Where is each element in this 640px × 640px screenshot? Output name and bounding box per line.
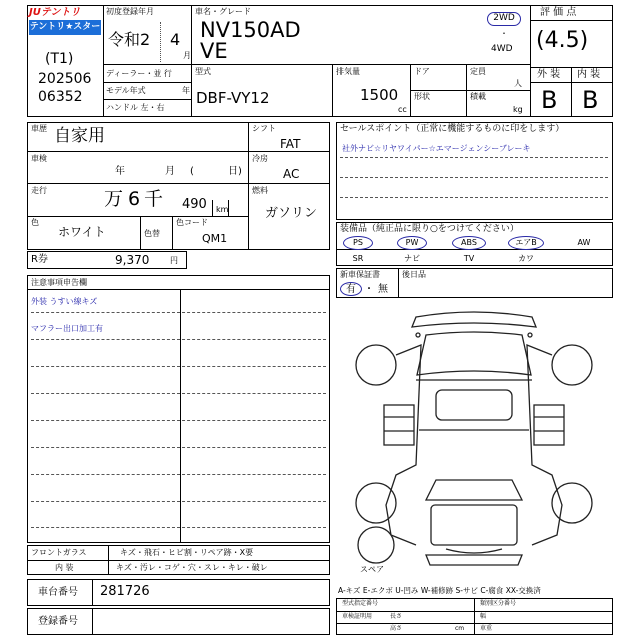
first-reg-era: 令和2 [108, 30, 151, 49]
inspection-open: ( [190, 166, 194, 177]
first-reg-month: 4 [170, 30, 181, 49]
color-label: 色 [31, 218, 39, 227]
mileage-man: 万 [104, 188, 124, 210]
equip-ps: PS [353, 238, 363, 247]
drive-2wd: 2WD [487, 12, 521, 26]
mileage-sen: 千 [144, 188, 164, 210]
aircon-label: 冷房 [252, 154, 268, 163]
mileage-unit: km [216, 205, 229, 214]
spec-form-unit: cm [455, 625, 465, 632]
load-unit: kg [513, 105, 523, 114]
lot-code-line2: 06352 [38, 89, 83, 105]
interior-grade: B [582, 86, 599, 114]
model-code: DBF-VY12 [196, 89, 270, 107]
lot-code-line1: 202506 [38, 71, 92, 87]
inspection-month: 月 [165, 166, 175, 177]
damage-legend: A-キズ E-エクボ U-凹み W-補修跡 S-サビ C-腐食 XX-交換済 [338, 586, 541, 595]
dealer-label: ディーラー・並 行 [106, 69, 172, 78]
load-label: 積載 [470, 92, 486, 101]
windshield-text: キズ・飛石・ヒビ割・リペア跡・X要 [120, 548, 254, 557]
inspection-day: 日) [228, 166, 242, 177]
rating-label: 評 価 点 [540, 7, 577, 18]
warranty-none: 無 [378, 284, 388, 295]
chassis-label: 車台番号 [38, 587, 78, 598]
sales-points-box [336, 122, 613, 220]
logo-line1: JUテントリ [29, 6, 101, 19]
displacement-unit: cc [398, 105, 407, 114]
warranty-has: 有 [346, 284, 356, 295]
equip-tv: TV [463, 254, 475, 263]
warranty-label: 新車保証書 [340, 270, 380, 279]
car-name-label: 車名・グレード [195, 7, 251, 16]
lot-bracket: (T1) [45, 51, 74, 67]
equip-airbag: エアB [515, 238, 537, 247]
aircon-value: AC [283, 167, 300, 181]
sales-points-text: 社外ナビ☆リヤワイパー☆エマージェンシーブレーキ [342, 144, 531, 153]
spec-form-b: 類別区分番号 [480, 600, 517, 607]
recycle-label: R券 [31, 254, 48, 265]
usage-label: 車歴 [31, 124, 47, 133]
warranty-sep: ・ [364, 284, 374, 295]
capacity-label: 定員 [470, 67, 486, 76]
header-box [27, 5, 613, 117]
sales-points-label: セールスポイント（正常に機能するものに印をします） [340, 124, 565, 134]
mileage-label: 走行 [31, 186, 47, 195]
spec-form-g: 車重 [480, 625, 493, 632]
recycle-value: 9,370 [115, 253, 150, 267]
chassis-value: 281726 [100, 584, 150, 599]
car-name: NV150AD [200, 18, 301, 42]
inspection-year: 年 [115, 166, 125, 177]
shape-label: 形状 [414, 92, 430, 101]
spec-form-c: 車検証明用 [342, 613, 373, 620]
first-reg-label: 初度登録年月 [106, 7, 154, 16]
shift-value: FAT [280, 137, 301, 151]
notes-line1: 外装 うすい線キズ [31, 297, 98, 306]
logo-line2: テントリ★スター [29, 20, 101, 35]
model-year-label: モデル年式 [106, 86, 146, 95]
recycle-unit: 円 [170, 256, 178, 265]
spec-form-d: 長さ [390, 613, 403, 620]
equip-aw: AW [577, 238, 591, 247]
car-damage-diagram [336, 305, 613, 585]
notes-box [27, 275, 330, 543]
color-code-value: QM1 [202, 232, 228, 245]
spec-form-e: 幅 [480, 613, 487, 620]
spare-label: スペア [360, 565, 384, 574]
color-code-label: 色コード [176, 218, 208, 227]
displacement-value: 1500 [360, 86, 399, 104]
registration-label: 登録番号 [38, 616, 78, 627]
mileage-six: 6 [128, 188, 141, 210]
color-value: ホワイト [58, 225, 106, 239]
capacity-unit: 人 [514, 79, 522, 88]
interior-label: 内 装 [577, 69, 601, 80]
model-label: 型式 [195, 67, 211, 76]
first-reg-month-unit: 月 [183, 51, 191, 60]
equip-pw: PW [405, 238, 419, 247]
drive-dot: ・ [500, 29, 508, 38]
windshield-label: フロントガラス [31, 548, 87, 557]
spec-form-f: 高さ [390, 625, 403, 632]
car-grade: VE [200, 39, 228, 63]
equip-leather: カワ [518, 254, 534, 263]
handle-label: ハンドル 左・右 [106, 103, 165, 112]
fuel-label: 燃料 [252, 186, 268, 195]
door-label: ドア [414, 67, 430, 76]
same-color-label: 色替 [144, 229, 160, 238]
exterior-grade: B [541, 86, 558, 114]
usage-value: 自家用 [54, 126, 105, 146]
brand-logo [29, 6, 101, 36]
equip-sr: SR [352, 254, 364, 263]
equip-abs: ABS [461, 238, 477, 247]
displacement-label: 排気量 [336, 67, 360, 76]
fuel-value: ガソリン [265, 206, 318, 221]
recycle-box [27, 251, 187, 269]
rating-score: (4.5) [536, 28, 589, 53]
interior-cond-text: キズ・汚レ・コゲ・穴・スレ・キレ・破レ [116, 563, 268, 572]
equipment-label: 装備品（純正品に限り○をつけてください） [340, 224, 519, 234]
notes-line2: マフラー出口加工有 [31, 324, 103, 333]
spec-form-a: 型式指定番号 [342, 600, 379, 607]
inspection-label: 車検 [31, 154, 47, 163]
exterior-label: 外 装 [537, 69, 561, 80]
interior-cond-label: 内 装 [55, 563, 74, 572]
shift-label: シフト [252, 124, 276, 133]
notes-label: 注意事項申告欄 [31, 278, 87, 287]
model-year-unit: 年 [182, 86, 190, 95]
mileage-rest: 490 [182, 197, 207, 212]
equip-navi: ナビ [404, 254, 420, 263]
drive-4wd: 4WD [491, 44, 513, 54]
after-date-label: 後日品 [402, 270, 426, 279]
